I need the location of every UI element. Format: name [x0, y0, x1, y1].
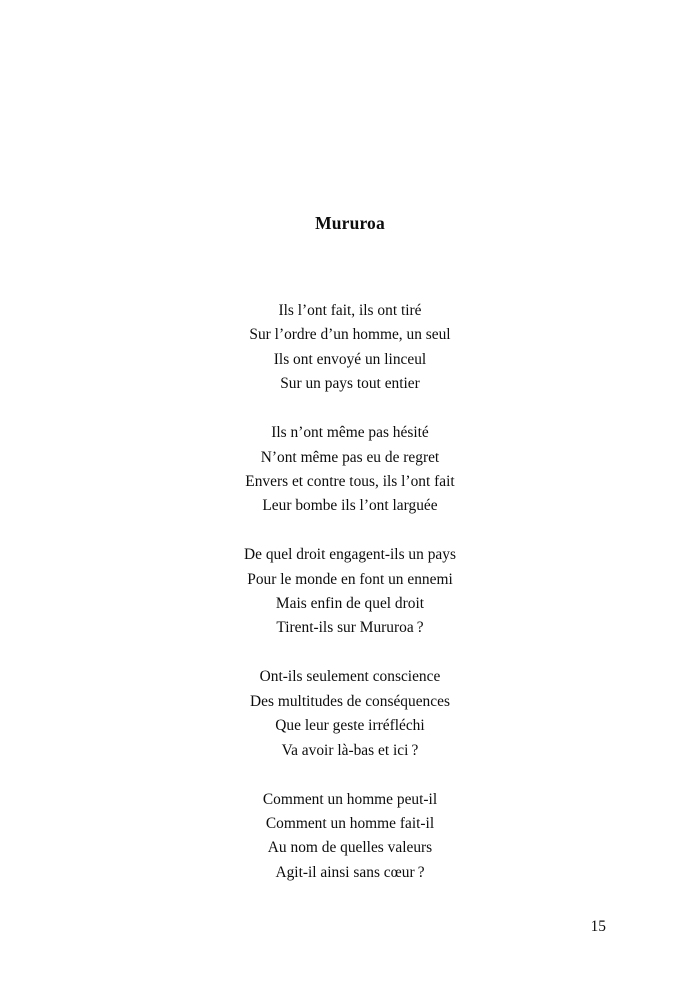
stanza	[0, 421, 700, 519]
verse-line: Mais enfin de quel droit	[275, 595, 425, 613]
verse-line: Ont-ils seulement conscience	[259, 668, 441, 686]
poem-body	[0, 299, 700, 885]
verse-line: Comment un homme fait-il	[265, 814, 435, 832]
verse-line: Agit-il ainsi sans cœur ?	[275, 863, 425, 881]
verse-line: Ils l’ont fait, ils ont tiré	[278, 302, 422, 319]
verse-line: De quel droit engagent-ils un pays	[244, 546, 456, 564]
verse-line: Va avoir là-bas et ici ?	[281, 741, 419, 759]
verse-line: Leur bombe ils l’ont larguée	[262, 497, 438, 515]
verse-line: Que leur geste irréfléchi	[275, 717, 425, 735]
verse-line: Pour le monde en font un ennemi	[247, 570, 453, 588]
verse-line: Comment un homme peut-il	[262, 790, 438, 808]
stanza	[0, 299, 700, 397]
verse-line: Tirent-ils sur Mururoa ?	[276, 619, 424, 637]
stanza	[0, 788, 700, 886]
verse-line: Des multitudes de conséquences	[250, 692, 450, 710]
stanza	[0, 543, 700, 641]
verse-line: Ils ont envoyé un linceul	[273, 350, 427, 368]
page-number: 15	[590, 918, 606, 935]
verse-line: Envers et contre tous, ils l’ont fait	[245, 472, 455, 490]
verse-line: N’ont même pas eu de regret	[260, 448, 440, 466]
verse-line: Sur un pays tout entier	[280, 375, 420, 393]
stanza	[0, 665, 700, 763]
page-title: Mururoa	[315, 212, 385, 233]
verse-line: Au nom de quelles valeurs	[267, 839, 433, 857]
verse-line: Ils n’ont même pas hésité	[271, 424, 429, 442]
verse-line: Sur l’ordre d’un homme, un seul	[249, 326, 451, 344]
